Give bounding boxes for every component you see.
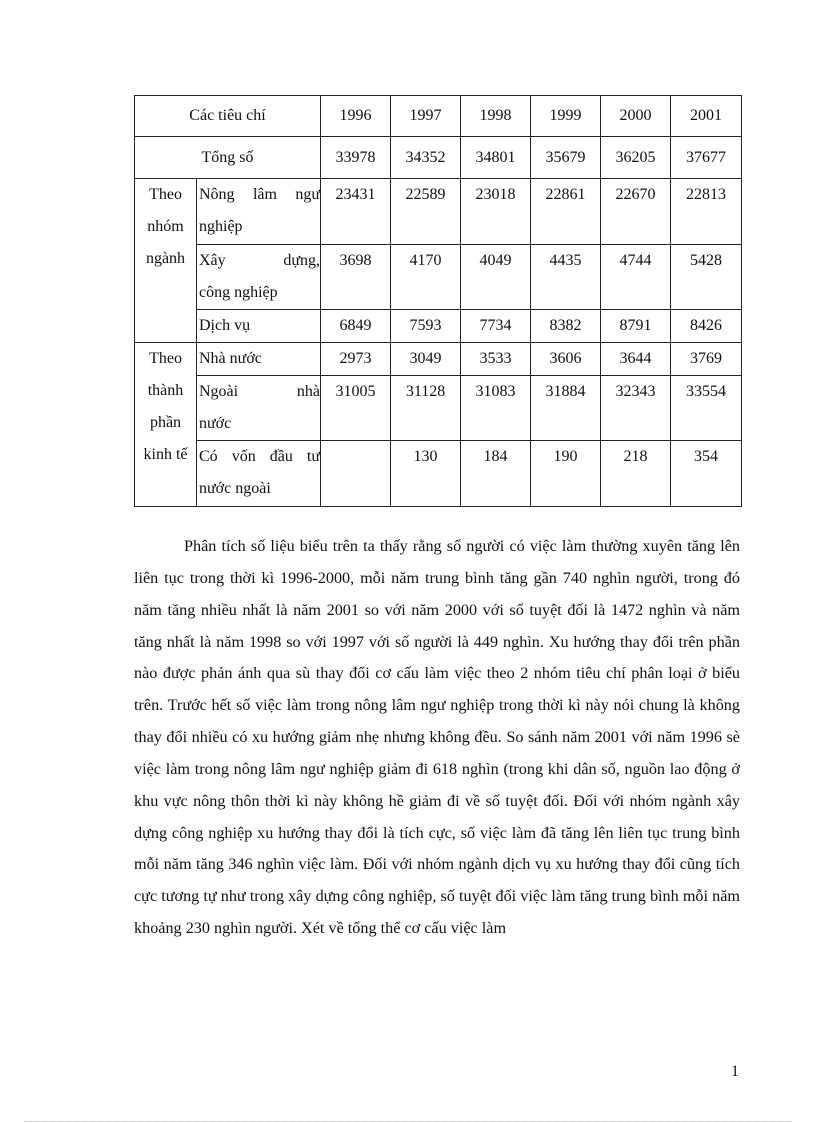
row-label-line2: nước ngoài [199, 480, 271, 497]
table-cell: 218 [601, 441, 671, 507]
table-cell: 31128 [391, 376, 461, 441]
header-year: 1998 [461, 96, 531, 137]
page-bottom-divider [24, 1121, 792, 1122]
header-year: 1996 [321, 96, 391, 137]
table-cell: 8426 [671, 310, 742, 343]
table-row [135, 376, 742, 441]
row-label [197, 245, 321, 310]
table-cell: 34801 [461, 137, 531, 179]
header-year: 2000 [601, 96, 671, 137]
table-cell: 31083 [461, 376, 531, 441]
header-criteria: Các tiêu chí [135, 96, 321, 137]
table-cell: 5428 [671, 245, 742, 310]
group-label-economic-sector: Theo thành phần kinh tế [135, 343, 197, 507]
table-cell: 37677 [671, 137, 742, 179]
table-row [135, 179, 742, 245]
table-cell: 6849 [321, 310, 391, 343]
table-cell: 2973 [321, 343, 391, 376]
row-label-line2: nghiệp [199, 218, 243, 235]
header-year: 1997 [391, 96, 461, 137]
row-label-line1: Ngoài nhà [199, 383, 321, 400]
total-label: Tổng số [135, 137, 321, 179]
table-row [135, 310, 742, 343]
table-cell: 190 [531, 441, 601, 507]
table-cell: 3606 [531, 343, 601, 376]
table-row [135, 343, 742, 376]
row-label-line2: công nghiệp [199, 284, 278, 301]
row-label [197, 441, 321, 507]
table-cell [321, 441, 391, 507]
row-label [197, 179, 321, 245]
table-cell: 22861 [531, 179, 601, 245]
table-cell: 31005 [321, 376, 391, 441]
table-row-total [135, 137, 742, 179]
table-cell: 8791 [601, 310, 671, 343]
table-cell: 33978 [321, 137, 391, 179]
row-label-line1: Có vốn đầu tư [199, 448, 321, 465]
employment-table [134, 95, 742, 507]
table-cell: 4435 [531, 245, 601, 310]
page-number: 1 [731, 1063, 739, 1080]
table-cell: 4170 [391, 245, 461, 310]
table-cell: 354 [671, 441, 742, 507]
table-cell: 184 [461, 441, 531, 507]
row-label-line2: nước [199, 415, 232, 432]
header-year: 2001 [671, 96, 742, 137]
table-cell: 7593 [391, 310, 461, 343]
table-row [135, 441, 742, 507]
table-cell: 130 [391, 441, 461, 507]
table-cell: 4744 [601, 245, 671, 310]
table-cell: 31884 [531, 376, 601, 441]
table-cell: 4049 [461, 245, 531, 310]
table-cell: 3533 [461, 343, 531, 376]
table-cell: 35679 [531, 137, 601, 179]
table-cell: 36205 [601, 137, 671, 179]
table-cell: 3769 [671, 343, 742, 376]
table-cell: 8382 [531, 310, 601, 343]
table-cell: 23431 [321, 179, 391, 245]
table-cell: 32343 [601, 376, 671, 441]
table-header-row [135, 96, 742, 137]
analysis-paragraph: Phân tích số liệu biểu trên ta thấy rằng số người có việc làm thường xuyên tăng lên liên tục trong thời kì 1996-2000, mỗi năm trung bình tăng gần 740 nghìn người, trong đó năm tăng nhiều nhất là năm 2001 so với năm 2000 với số tuyệt đối là 1472 nghìn và năm tăng nhất là năm 1998 so với 1997 với số người là 449 nghìn. Xu hướng thay đổi trên phần nào được phản ánh qua sù thay đổi cơ cấu làm việc theo 2 nhóm tiêu chí phân loại ở biểu trên. Trước hết số việc làm trong nông lâm ngư nghiệp trong thời kì này nói chung là không thay đổi nhiều có xu hướng giảm nhẹ nhưng không đều. So sánh năm 2001 với năm 1996 sè việc làm trong nông lâm ngư nghiệp giảm đi 618 nghìn (trong khi dân số, nguồn lao động ở khu vực nông thôn thời kì này không hề giảm đi về số tuyệt đối. Đối với nhóm ngành xây dựng công nghiệp xu hướng thay đổi là tích cực, số việc làm đã tăng lên liên tục trung bình mỗi năm tăng 346 nghìn việc làm. Đối với nhóm ngành dịch vụ xu hướng thay đổi cũng tích cực tương tự như trong xây dựng công nghiệp, số tuyệt đối việc làm tăng trung bình mỗi năm khoảng 230 nghìn người. Xét về tổng thể cơ cấu việc làm [134, 537, 740, 938]
table-row [135, 245, 742, 310]
table-cell: 34352 [391, 137, 461, 179]
table-cell: 3644 [601, 343, 671, 376]
row-label: Dịch vụ [197, 310, 321, 343]
table-cell: 3049 [391, 343, 461, 376]
header-year: 1999 [531, 96, 601, 137]
row-label [197, 376, 321, 441]
row-label: Nhà nước [197, 343, 321, 376]
row-label-line1: Nông lâm ngư [199, 186, 321, 203]
table-cell: 33554 [671, 376, 742, 441]
table-cell: 3698 [321, 245, 391, 310]
table-cell: 7734 [461, 310, 531, 343]
row-label-line1: Xây dựng, [199, 252, 321, 269]
table-cell: 22589 [391, 179, 461, 245]
group-label-sector: Theo nhóm ngành [135, 179, 197, 343]
table-cell: 23018 [461, 179, 531, 245]
table-cell: 22670 [601, 179, 671, 245]
table-cell: 22813 [671, 179, 742, 245]
